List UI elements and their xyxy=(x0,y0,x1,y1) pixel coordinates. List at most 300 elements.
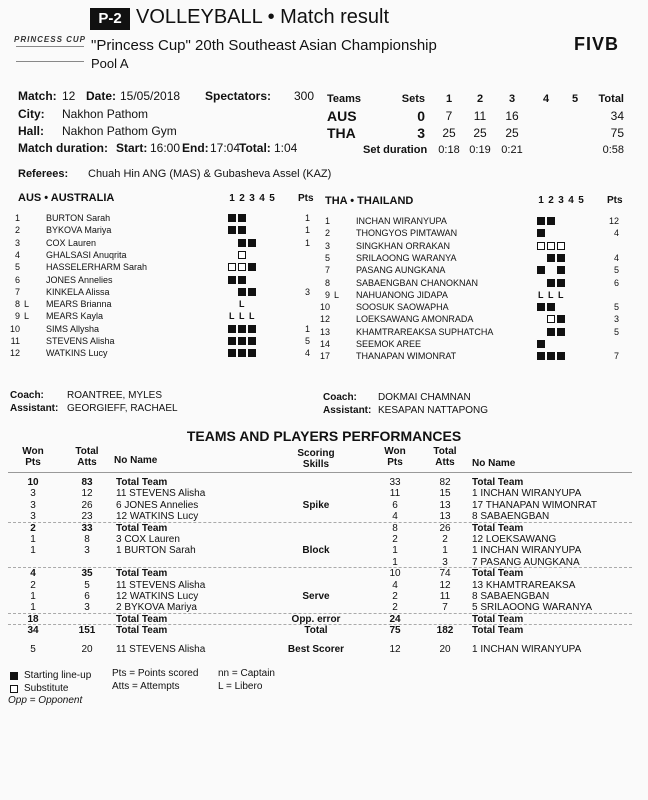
right-total-atts: 13 xyxy=(439,511,451,523)
perf-header-left-name: No Name xyxy=(114,455,158,466)
player-name: SRILAOONG WARANYA xyxy=(356,252,457,263)
starting-lineup-icon xyxy=(547,303,555,311)
left-total-atts: 83 xyxy=(81,477,93,488)
aus-assistant-label: Assistant: xyxy=(10,403,59,414)
score-header-total: Total xyxy=(598,93,624,105)
player-points: 5 xyxy=(613,265,619,276)
starting-lineup-icon xyxy=(238,214,246,222)
player-number: 4 xyxy=(14,249,20,260)
left-player-name: 1 BURTON Sarah xyxy=(116,545,196,557)
start-time: 16:00 xyxy=(150,141,181,155)
set-column-header: 3 xyxy=(558,195,564,206)
score-tha-set1: 25 xyxy=(442,126,456,140)
player-number: 2 xyxy=(14,225,20,236)
tha-assistant-label: Assistant: xyxy=(323,405,372,416)
right-player-name: Total Team xyxy=(472,522,524,534)
player-number: 11 xyxy=(10,336,20,346)
substitute-icon xyxy=(10,685,18,693)
player-number: 5 xyxy=(14,262,20,273)
libero-marker: L xyxy=(24,299,30,310)
starting-lineup-icon xyxy=(557,266,565,274)
player-points: 4 xyxy=(613,228,619,239)
player-name: THANAPAN WIMONRAT xyxy=(356,351,457,362)
right-player-name: Total Team xyxy=(472,625,524,637)
starting-lineup-icon xyxy=(557,352,565,360)
player-name: SEEMOK AREE xyxy=(356,339,422,349)
player-number: 1 xyxy=(324,216,330,226)
player-number: 7 xyxy=(324,265,330,276)
perf-header-left-won: Won Pts xyxy=(22,446,44,468)
player-name: STEVENS Alisha xyxy=(46,336,115,346)
starting-lineup-icon xyxy=(238,276,246,284)
right-player-name: 17 THANAPAN WIMONRAT xyxy=(472,499,598,511)
right-player-name: 13 KHAMTRAREAKSA xyxy=(472,579,576,591)
player-name: COX Lauren xyxy=(46,237,97,248)
score-aus-set1: 7 xyxy=(445,109,453,123)
referees-label: Referees: xyxy=(18,168,69,180)
player-number: 6 xyxy=(14,274,20,285)
player-number: 12 xyxy=(9,348,20,359)
set-column-header: 4 xyxy=(568,195,574,206)
right-won-pts: 33 xyxy=(389,477,401,488)
starting-lineup-icon xyxy=(547,217,555,225)
starting-lineup-icon xyxy=(248,263,256,271)
scoring-skill-label: Best Scorer xyxy=(287,643,345,655)
player-number: 14 xyxy=(319,339,330,349)
score-tha-total: 75 xyxy=(610,126,624,140)
starting-lineup-icon xyxy=(228,276,236,284)
left-player-name: 12 WATKINS Lucy xyxy=(116,511,199,523)
right-player-name: Total Team xyxy=(472,568,524,580)
right-player-name: 8 SABAENGBAN xyxy=(472,511,550,523)
player-number: 9 xyxy=(324,289,330,300)
left-won-pts: 1 xyxy=(30,534,36,545)
left-won-pts: 18 xyxy=(27,613,39,625)
player-name: MEARS Kayla xyxy=(46,311,104,322)
player-points: 3 xyxy=(304,286,310,297)
set-column-header: 2 xyxy=(239,193,245,204)
left-won-pts: 4 xyxy=(30,568,36,580)
left-won-pts: 3 xyxy=(30,511,36,523)
libero-set-marker: L xyxy=(538,289,544,300)
legend-substitute: Substitute xyxy=(24,683,69,694)
player-name: GHALSASI Anuqrita xyxy=(46,249,127,260)
substitute-icon xyxy=(228,263,236,271)
player-name: LOEKSAWANG AMONRADA xyxy=(356,314,474,325)
starting-lineup-icon xyxy=(537,303,545,311)
left-won-pts: 34 xyxy=(27,625,39,637)
starting-lineup-icon xyxy=(228,337,236,345)
left-won-pts: 5 xyxy=(30,643,36,655)
scoring-skill-label: Serve xyxy=(302,591,330,602)
set-column-header: 1 xyxy=(538,195,544,206)
score-aus-set2: 11 xyxy=(473,109,487,123)
scoring-skill-label: Block xyxy=(302,545,330,557)
end-label: End: xyxy=(182,141,209,155)
libero-marker: L xyxy=(24,311,30,322)
set-duration-3: 0:21 xyxy=(501,144,523,156)
left-total-atts: 20 xyxy=(81,643,93,655)
right-won-pts: 6 xyxy=(392,499,398,511)
starting-lineup-icon xyxy=(557,315,565,323)
scoring-skill-label: Opp. error xyxy=(291,613,341,625)
princess-cup-logo-lines xyxy=(16,46,84,62)
spectators-value: 300 xyxy=(294,89,315,103)
right-total-atts: 20 xyxy=(439,643,451,655)
player-points: 1 xyxy=(304,213,310,223)
set-column-header: 3 xyxy=(249,193,255,204)
player-number: 17 xyxy=(319,351,330,362)
legend-libero: L = Libero xyxy=(218,681,263,692)
right-player-name: 7 PASANG AUNGKANA xyxy=(472,556,580,568)
duration-label: Match duration: xyxy=(18,141,108,155)
left-total-atts: 3 xyxy=(84,545,90,557)
tha-coach-label: Coach: xyxy=(323,392,357,403)
legend-atts: Atts = Attempts xyxy=(112,681,180,692)
right-player-name: 1 INCHAN WIRANYUPA xyxy=(472,488,582,500)
left-total-atts: 6 xyxy=(84,591,90,602)
right-total-atts: 26 xyxy=(439,522,451,534)
substitute-icon xyxy=(238,263,246,271)
libero-set-marker: L xyxy=(239,311,245,322)
player-points: 12 xyxy=(608,216,619,226)
player-number: 3 xyxy=(324,240,330,251)
legend-captain: nn = Captain xyxy=(218,668,275,679)
player-number: 5 xyxy=(324,252,330,263)
score-header-set5: 5 xyxy=(571,93,579,105)
total-duration: 1:04 xyxy=(274,141,298,155)
perf-header-scoring: Scoring Skills xyxy=(297,448,335,470)
starting-lineup-icon xyxy=(537,229,545,237)
right-player-name: 8 SABAENGBAN xyxy=(472,591,550,602)
set-duration-2: 0:19 xyxy=(469,144,491,156)
starting-lineup-icon xyxy=(248,239,256,247)
player-name: SOOSUK SAOWAPHA xyxy=(356,302,449,313)
substitute-icon xyxy=(557,242,565,250)
player-points: 5 xyxy=(613,326,619,337)
aus-coach-label: Coach: xyxy=(10,390,44,401)
end-time: 17:04 xyxy=(210,141,241,155)
starting-lineup-icon xyxy=(537,352,545,360)
left-won-pts: 1 xyxy=(30,591,36,602)
player-name: SABAENGBAN CHANOKNAN xyxy=(356,277,479,288)
player-name: PASANG AUNGKANA xyxy=(356,265,446,276)
player-points: 1 xyxy=(304,237,310,248)
perf-header-divider xyxy=(8,472,632,473)
princess-cup-logo: PRINCESS CUP xyxy=(14,35,87,44)
right-player-name: 5 SRILAOONG WARANYA xyxy=(472,602,593,614)
right-won-pts: 10 xyxy=(389,568,401,580)
aus-coach-name: ROANTREE, MYLES xyxy=(67,390,163,401)
right-total-atts: 11 xyxy=(439,591,451,602)
player-points: 3 xyxy=(613,314,619,325)
left-total-atts: 151 xyxy=(78,625,96,637)
player-number: 9 xyxy=(14,311,20,322)
match-number: 12 xyxy=(62,89,76,103)
perf-header-right-name: No Name xyxy=(472,458,516,469)
left-player-name: 11 STEVENS Alisha xyxy=(116,643,206,655)
left-won-pts: 1 xyxy=(30,602,36,614)
player-points: 7 xyxy=(613,351,619,362)
player-name: WATKINS Lucy xyxy=(46,348,108,359)
starting-lineup-icon xyxy=(537,340,545,348)
starting-lineup-icon xyxy=(547,352,555,360)
right-total-atts: 12 xyxy=(439,579,451,591)
right-won-pts: 75 xyxy=(389,625,401,637)
set-column-header: 4 xyxy=(259,193,265,204)
score-header-teams: Teams xyxy=(327,93,362,105)
right-won-pts: 11 xyxy=(389,488,401,500)
player-points: 5 xyxy=(613,302,619,313)
left-player-name: 11 STEVENS Alisha xyxy=(116,579,206,591)
starting-lineup-icon xyxy=(238,349,246,357)
player-name: INCHAN WIRANYUPA xyxy=(356,216,447,226)
left-total-atts: 3 xyxy=(84,602,90,614)
libero-set-marker: L xyxy=(548,289,554,300)
player-number: 3 xyxy=(14,237,20,248)
starting-lineup-icon xyxy=(547,254,555,262)
fivb-logo: FIVB xyxy=(574,34,620,54)
left-total-atts: 23 xyxy=(81,511,93,523)
tha-assistant-name: KESAPAN NATTAPONG xyxy=(378,405,489,416)
right-player-name: 1 INCHAN WIRANYUPA xyxy=(472,643,582,655)
hall-label: Hall: xyxy=(18,124,45,138)
player-name: BURTON Sarah xyxy=(46,213,111,223)
score-header-set1: 1 xyxy=(445,93,453,105)
total-duration-label: Total: xyxy=(239,141,271,155)
right-won-pts: 1 xyxy=(392,545,398,557)
starting-lineup-icon xyxy=(238,226,246,234)
city-label: City: xyxy=(18,107,45,121)
player-number: 8 xyxy=(14,299,20,310)
left-player-name: 12 WATKINS Lucy xyxy=(116,591,199,602)
set-column-header: 5 xyxy=(578,195,584,206)
date-label: Date: xyxy=(86,89,117,103)
right-total-atts: 1 xyxy=(442,545,448,557)
score-header-set3: 3 xyxy=(508,93,516,105)
perf-header-left-atts: Total Atts xyxy=(75,446,99,468)
left-won-pts: 3 xyxy=(30,488,36,500)
starting-lineup-icon xyxy=(248,325,256,333)
player-points: 1 xyxy=(304,225,310,236)
score-aus-total: 34 xyxy=(610,109,624,123)
player-number: 10 xyxy=(9,323,20,334)
starting-lineup-icon xyxy=(10,672,18,680)
starting-lineup-icon xyxy=(228,349,236,357)
starting-lineup-icon xyxy=(238,288,246,296)
score-header-sets: Sets xyxy=(401,93,425,105)
starting-lineup-icon xyxy=(238,337,246,345)
libero-set-marker: L xyxy=(558,289,564,300)
right-total-atts: 3 xyxy=(442,556,448,568)
substitute-icon xyxy=(238,251,246,259)
score-team-tha: THA xyxy=(327,125,356,141)
right-total-atts: 13 xyxy=(439,499,451,511)
starting-lineup-icon xyxy=(547,328,555,336)
player-name: HASSELERHARM Sarah xyxy=(46,262,148,273)
libero-set-marker: L xyxy=(249,311,255,322)
referees-names: Chuah Hin ANG (MAS) & Gubasheva Assel (KAZ) xyxy=(88,168,332,180)
starting-lineup-icon xyxy=(228,226,236,234)
document-badge: P-2 xyxy=(90,8,130,30)
left-won-pts: 2 xyxy=(30,522,36,534)
right-won-pts: 4 xyxy=(392,579,398,591)
legend-starting: Starting line-up xyxy=(24,670,92,681)
player-number: 8 xyxy=(324,277,330,288)
player-name: KINKELA Alissa xyxy=(46,286,110,297)
player-number: 13 xyxy=(319,326,330,337)
player-number: 2 xyxy=(324,228,330,239)
left-player-name: 3 COX Lauren xyxy=(116,534,180,545)
left-total-atts: 8 xyxy=(84,534,90,545)
starting-lineup-icon xyxy=(557,328,565,336)
left-player-name: 2 BYKOVA Mariya xyxy=(116,602,197,614)
match-label: Match: xyxy=(18,89,57,103)
event-title: "Princess Cup" 20th Southeast Asian Championship xyxy=(91,37,437,54)
left-player-name: Total Team xyxy=(116,613,168,625)
right-won-pts: 2 xyxy=(392,602,398,614)
left-total-atts: 12 xyxy=(81,488,93,500)
set-duration-1: 0:18 xyxy=(438,144,460,156)
player-points: 1 xyxy=(304,323,310,334)
right-total-atts: 82 xyxy=(439,477,451,488)
left-total-atts: 5 xyxy=(84,579,90,591)
player-name: MEARS Brianna xyxy=(46,299,112,310)
legend-opponent: Opp = Opponent xyxy=(8,695,83,706)
tha-coach-name: DOKMAI CHAMNAN xyxy=(378,392,471,403)
starting-lineup-icon xyxy=(228,214,236,222)
player-name: NAHUANONG JIDAPA xyxy=(356,289,448,300)
score-tha-set3: 25 xyxy=(505,126,519,140)
left-won-pts: 2 xyxy=(30,579,36,591)
left-won-pts: 1 xyxy=(30,545,36,557)
substitute-icon xyxy=(547,315,555,323)
libero-marker: L xyxy=(334,289,340,300)
score-team-aus: AUS xyxy=(327,108,357,124)
right-won-pts: 2 xyxy=(392,591,398,602)
score-sets-tha: 3 xyxy=(417,125,425,141)
player-points: 5 xyxy=(304,336,310,346)
player-name: SIMS Allysha xyxy=(46,323,100,334)
left-player-name: 6 JONES Annelies xyxy=(116,499,199,511)
player-points: 4 xyxy=(613,252,619,263)
substitute-icon xyxy=(537,242,545,250)
scoring-skill-label: Spike xyxy=(302,499,330,511)
right-total-atts: 2 xyxy=(442,534,448,545)
right-won-pts: 4 xyxy=(392,511,398,523)
set-duration-label: Set duration xyxy=(363,144,428,156)
right-won-pts: 24 xyxy=(389,613,401,625)
perf-header-right-atts: Total Atts xyxy=(433,446,457,468)
starting-lineup-icon xyxy=(537,266,545,274)
start-label: Start: xyxy=(116,141,148,155)
hall-value: Nakhon Pathom Gym xyxy=(62,124,177,138)
player-name: SINGKHAN ORRAKAN xyxy=(356,240,451,251)
right-total-atts: 182 xyxy=(436,625,454,637)
left-won-pts: 10 xyxy=(27,477,39,488)
set-column-header: 1 xyxy=(229,193,235,204)
starting-lineup-icon xyxy=(238,239,246,247)
starting-lineup-icon xyxy=(537,217,545,225)
starting-lineup-icon xyxy=(248,349,256,357)
right-won-pts: 2 xyxy=(392,534,398,545)
right-player-name: 12 LOEKSAWANG xyxy=(472,534,557,545)
match-date: 15/05/2018 xyxy=(120,89,181,103)
right-player-name: 1 INCHAN WIRANYUPA xyxy=(472,545,582,557)
right-total-atts: 7 xyxy=(442,602,448,614)
right-won-pts: 1 xyxy=(392,556,398,568)
right-player-name: Total Team xyxy=(472,477,524,488)
substitute-icon xyxy=(547,242,555,250)
left-total-atts: 35 xyxy=(81,568,93,580)
city-value: Nakhon Pathom xyxy=(62,107,149,121)
player-name: BYKOVA Mariya xyxy=(46,225,112,236)
libero-set-marker: L xyxy=(239,299,245,310)
starting-lineup-icon xyxy=(557,279,565,287)
left-player-name: 11 STEVENS Alisha xyxy=(116,488,206,500)
right-won-pts: 8 xyxy=(392,522,398,534)
player-name: THONGYOS PIMTAWAN xyxy=(356,228,458,239)
pts-column-header: Pts xyxy=(607,195,623,206)
player-number: 1 xyxy=(14,213,20,223)
score-aus-set3: 16 xyxy=(505,109,519,123)
player-name: KHAMTRAREAKSA SUPHATCHA xyxy=(356,326,494,337)
left-player-name: Total Team xyxy=(116,477,168,488)
set-duration-total: 0:58 xyxy=(602,144,624,156)
spectators-label: Spectators: xyxy=(205,89,272,103)
performance-title: TEAMS AND PLAYERS PERFORMANCES xyxy=(186,428,462,444)
starting-lineup-icon xyxy=(248,337,256,345)
score-sets-aus: 0 xyxy=(417,108,425,124)
player-points: 6 xyxy=(613,277,619,288)
left-player-name: Total Team xyxy=(116,522,168,534)
set-column-header: 5 xyxy=(269,193,275,204)
document-title: VOLLEYBALL • Match result xyxy=(136,6,390,28)
aus-assistant-name: GEORGIEFF, RACHAEL xyxy=(67,403,178,414)
score-header-set2: 2 xyxy=(476,93,484,105)
score-header-set4: 4 xyxy=(542,93,550,105)
left-total-atts: 33 xyxy=(81,522,93,534)
pts-column-header: Pts xyxy=(298,193,314,204)
starting-lineup-icon xyxy=(557,254,565,262)
right-total-atts: 74 xyxy=(439,568,451,580)
legend-pts: Pts = Points scored xyxy=(112,668,199,679)
starting-lineup-icon xyxy=(228,325,236,333)
pool-label: Pool A xyxy=(91,56,129,71)
aus-roster-title: AUS • AUSTRALIA xyxy=(18,192,115,204)
starting-lineup-icon xyxy=(547,279,555,287)
left-total-atts: 26 xyxy=(81,499,93,511)
left-player-name: Total Team xyxy=(116,625,168,637)
player-name: JONES Annelies xyxy=(46,274,113,285)
starting-lineup-icon xyxy=(238,325,246,333)
left-player-name: Total Team xyxy=(116,568,168,580)
player-number: 10 xyxy=(319,302,330,313)
left-won-pts: 3 xyxy=(30,499,36,511)
set-column-header: 2 xyxy=(548,195,554,206)
player-points: 4 xyxy=(304,348,310,359)
right-player-name: Total Team xyxy=(472,613,524,625)
scoring-skill-label: Total xyxy=(304,625,328,637)
starting-lineup-icon xyxy=(248,288,256,296)
player-number: 12 xyxy=(319,314,330,325)
libero-set-marker: L xyxy=(229,311,235,322)
player-number: 7 xyxy=(14,286,20,297)
right-total-atts: 15 xyxy=(439,488,451,500)
tha-roster-title: THA • THAILAND xyxy=(325,195,414,207)
perf-header-right-won: Won Pts xyxy=(384,446,406,468)
score-tha-set2: 25 xyxy=(473,126,487,140)
